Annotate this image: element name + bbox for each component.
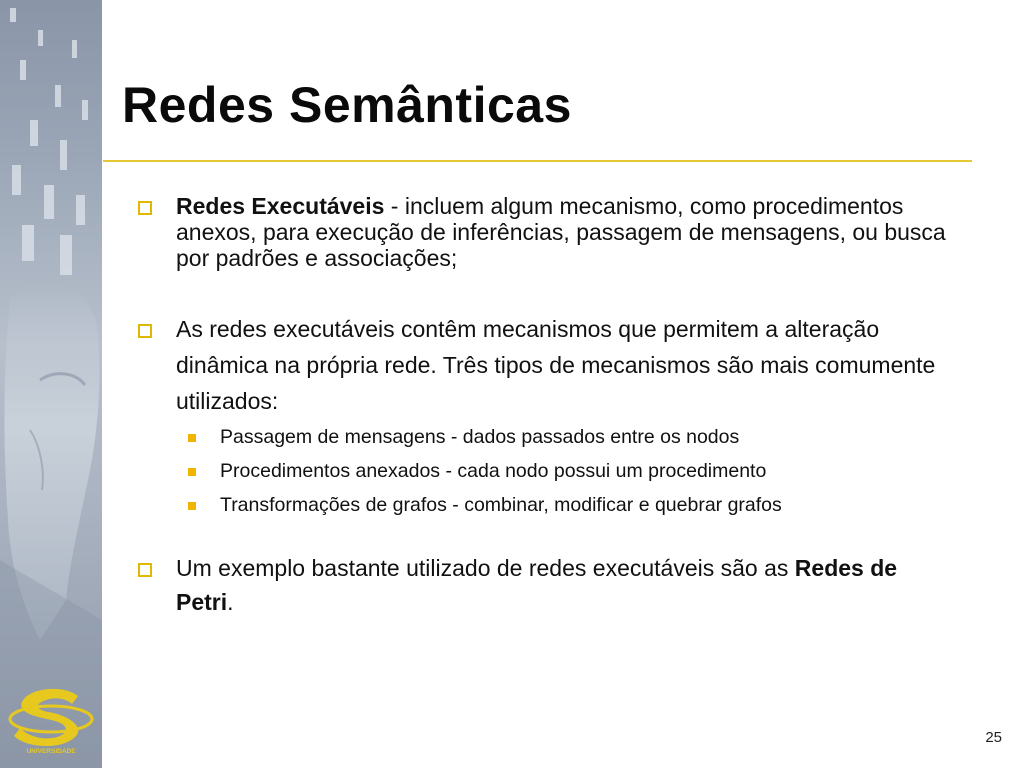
square-bullet-icon <box>138 563 152 577</box>
bullet-2-text: As redes executáveis contêm mecanismos que permitem a alteração dinâmica na própria rede. Três tipos de mecanismos são mais comumente utilizados: <box>176 316 936 414</box>
bullet-item-1 <box>138 193 958 271</box>
title-underline <box>103 160 972 162</box>
filled-square-bullet-icon <box>188 434 196 442</box>
sub-item-2 <box>220 455 958 487</box>
svg-text:UNIVERSIDADE: UNIVERSIDADE <box>26 748 76 755</box>
side-decoration <box>0 0 102 768</box>
bullet-1-text: - incluem algum mecanismo, como procedimentos anexos, para execução de inferências, passagem de mensagens, ou busca por padrões e associações; <box>176 193 946 271</box>
bullet-1-bold: Redes Executáveis <box>176 193 385 219</box>
bullet-item-3 <box>138 551 958 619</box>
slide-content <box>138 193 958 619</box>
sub-bullet-list <box>138 421 958 521</box>
sub-item-2-text: Procedimentos anexados - cada nodo possui um procedimento <box>220 460 767 482</box>
sub-item-3-text: Transformações de grafos - combinar, modificar e quebrar grafos <box>220 494 782 516</box>
sub-item-1 <box>220 421 958 453</box>
page-number: 25 <box>985 729 1002 746</box>
square-bullet-icon <box>138 324 152 338</box>
slide-title: Redes Semânticas <box>122 77 572 133</box>
filled-square-bullet-icon <box>188 502 196 510</box>
statue-decoration-icon <box>0 0 102 768</box>
bullet-item-2 <box>138 311 958 419</box>
sub-item-1-text: Passagem de mensagens - dados passados entre os nodos <box>220 426 740 448</box>
university-logo <box>8 686 94 756</box>
sub-item-3 <box>220 489 958 521</box>
bullet-3-text: Um exemplo bastante utilizado de redes executáveis são as <box>176 555 795 581</box>
bullet-3-end: . <box>227 589 234 615</box>
filled-square-bullet-icon <box>188 468 196 476</box>
bullet-3-bold: Redes de Petri <box>176 555 898 615</box>
square-bullet-icon <box>138 201 152 215</box>
logo-s-icon <box>8 686 94 756</box>
